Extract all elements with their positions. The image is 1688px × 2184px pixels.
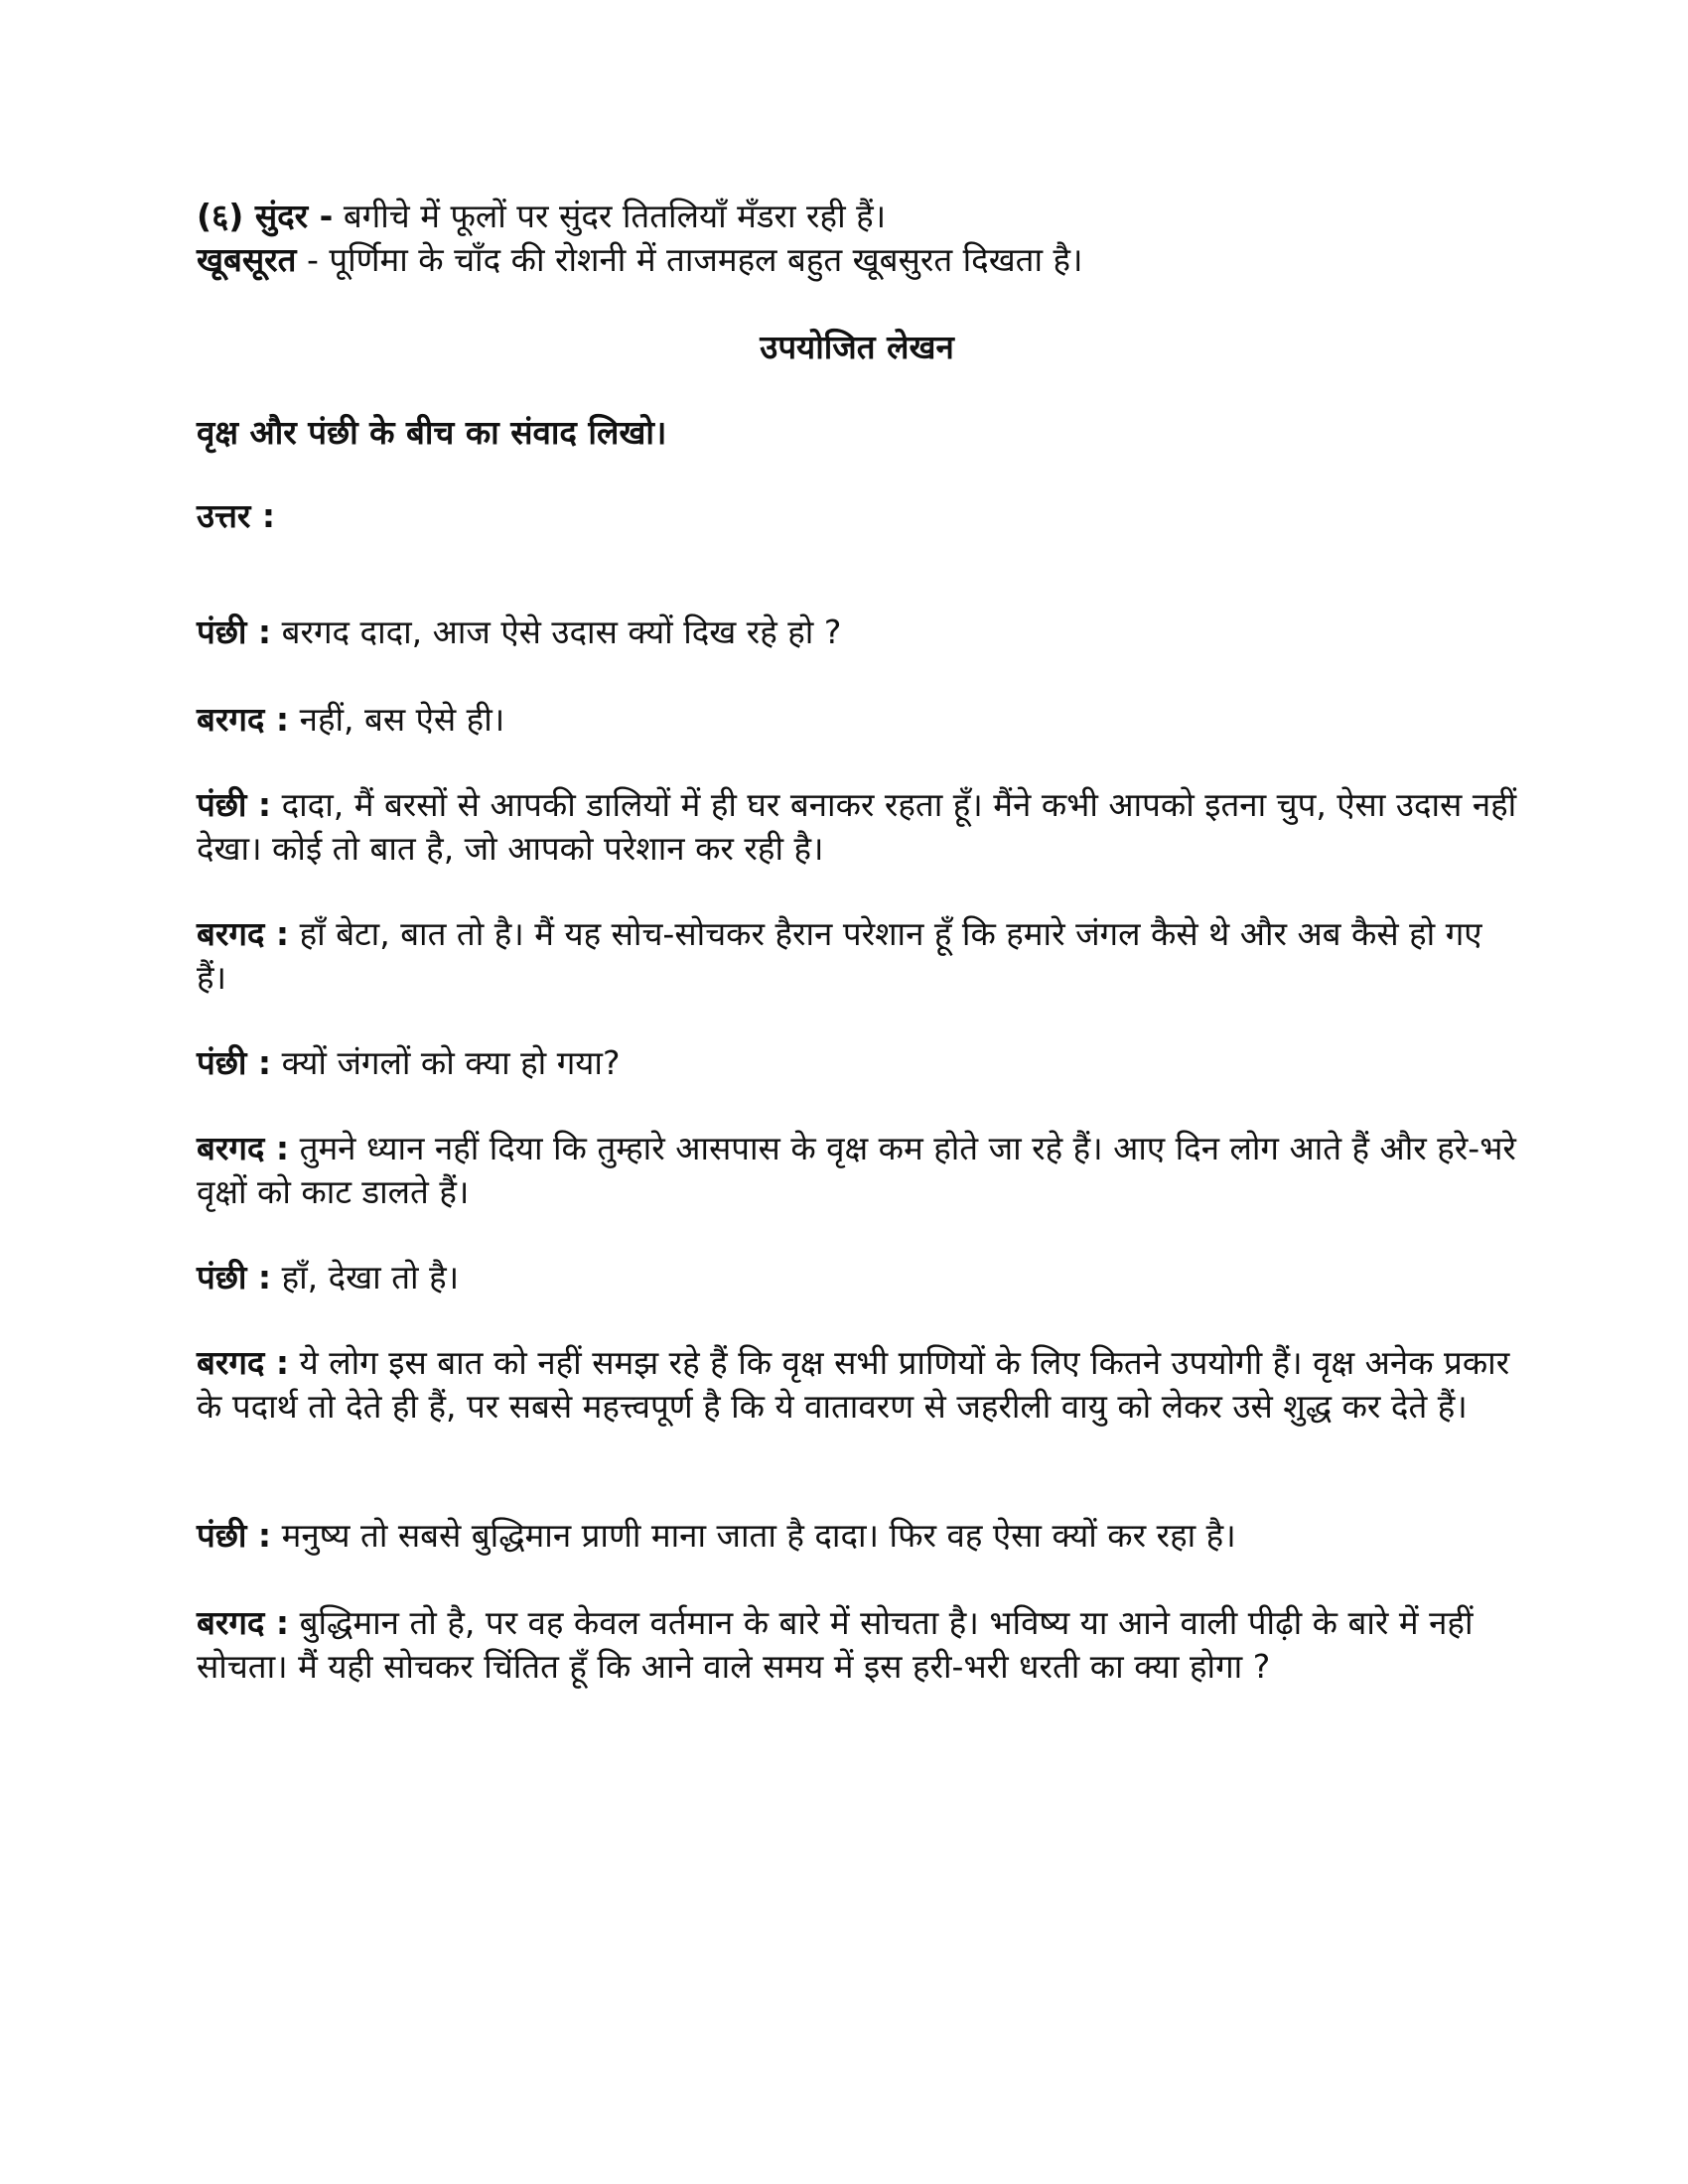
speaker-label: बरगद : — [197, 914, 290, 953]
intro-line-khubsurat — [197, 238, 1083, 282]
speaker-label: पंछी : — [197, 613, 272, 651]
speaker-label: बरगद : — [197, 1129, 290, 1167]
intro-word-label: (६) सुंदर - — [197, 197, 334, 235]
speaker-label: पंछी : — [197, 1258, 272, 1297]
dialogue-line — [197, 1041, 1517, 1085]
dialogue-text: बुद्धिमान तो है, पर वह केवल वर्तमान के बारे में सोचता है। भविष्य या आने वाली पीढ़ी के बारे में नहीं सोचता। मैं यही सोचकर चिंतित हूँ कि आने वाले समय में इस हरी-भरी धरती का क्या होगा ? — [197, 1603, 1474, 1686]
intro-line-sundar — [197, 195, 886, 238]
question-text: वृक्ष और पंछी के बीच का संवाद लिखो। — [197, 413, 667, 452]
dialogue-line — [197, 1127, 1517, 1214]
dialogue-line — [197, 1514, 1517, 1558]
speaker-label: पंछी : — [197, 1043, 272, 1082]
dialogue-line — [197, 1256, 1517, 1299]
answer-label: उत्तर : — [197, 496, 276, 535]
intro-sentence: बगीचे में फूलों पर सुंदर तितलियाँ मँडरा रही हैं। — [333, 197, 887, 235]
dialogue-text: बरगद दादा, आज ऐसे उदास क्यों दिख रहे हो ? — [271, 613, 842, 651]
speaker-label: बरगद : — [197, 1343, 290, 1382]
intro-sentence: - पूर्णिमा के चाँद की रोशनी में ताजमहल बहुत खूबसुरत दिखता है। — [296, 240, 1083, 279]
dialogue-text: मनुष्य तो सबसे बुद्धिमान प्राणी माना जाता है दादा। फिर वह ऐसा क्यों कर रहा है। — [271, 1516, 1236, 1555]
speaker-label: पंछी : — [197, 1516, 272, 1555]
dialogue-line — [197, 1601, 1517, 1689]
speaker-label: बरगद : — [197, 700, 290, 739]
dialogue-text: हाँ, देखा तो है। — [271, 1258, 460, 1297]
dialogue-text: दादा, मैं बरसों से आपकी डालियों में ही घर बनाकर रहता हूँ। मैंने कभी आपको इतना चुप, ऐसा उदास नहीं देखा। कोई तो बात है, जो आपको परेशान कर रही है। — [197, 785, 1517, 868]
speaker-label: पंछी : — [197, 785, 272, 824]
dialogue-text: क्यों जंगलों को क्या हो गया? — [271, 1043, 621, 1082]
section-heading: उपयोजित लेखन — [760, 328, 954, 366]
dialogue-line — [197, 611, 1517, 654]
intro-word-label: खूबसूरत — [197, 240, 297, 279]
dialogue-text: ये लोग इस बात को नहीं समझ रहे हैं कि वृक्ष सभी प्राणियों के लिए कितने उपयोगी हैं। वृक्ष अनेक प्रकार के पदार्थ तो देते ही हैं, पर सबसे महत्त्वपूर्ण है कि ये वातावरण से जहरीली वायु को लेकर उसे शुद्ध कर देते हैं। — [197, 1343, 1510, 1426]
speaker-label: बरगद : — [197, 1603, 290, 1642]
dialogue-line — [197, 698, 1517, 742]
dialogue-line — [197, 912, 1517, 1000]
dialogue-text: नहीं, बस ऐसे ही। — [289, 700, 505, 739]
dialogue-text: तुमने ध्यान नहीं दिया कि तुम्हारे आसपास के वृक्ष कम होते जा रहे हैं। आए दिन लोग आते हैं और हरे-भरे वृक्षों को काट डालते हैं। — [197, 1129, 1516, 1211]
dialogue-text: हाँ बेटा, बात तो है। मैं यह सोच-सोचकर हैरान परेशान हूँ कि हमारे जंगल कैसे थे और अब कैसे हो गए हैं। — [197, 914, 1482, 997]
dialogue-line — [197, 783, 1517, 871]
dialogue-line — [197, 1341, 1517, 1429]
